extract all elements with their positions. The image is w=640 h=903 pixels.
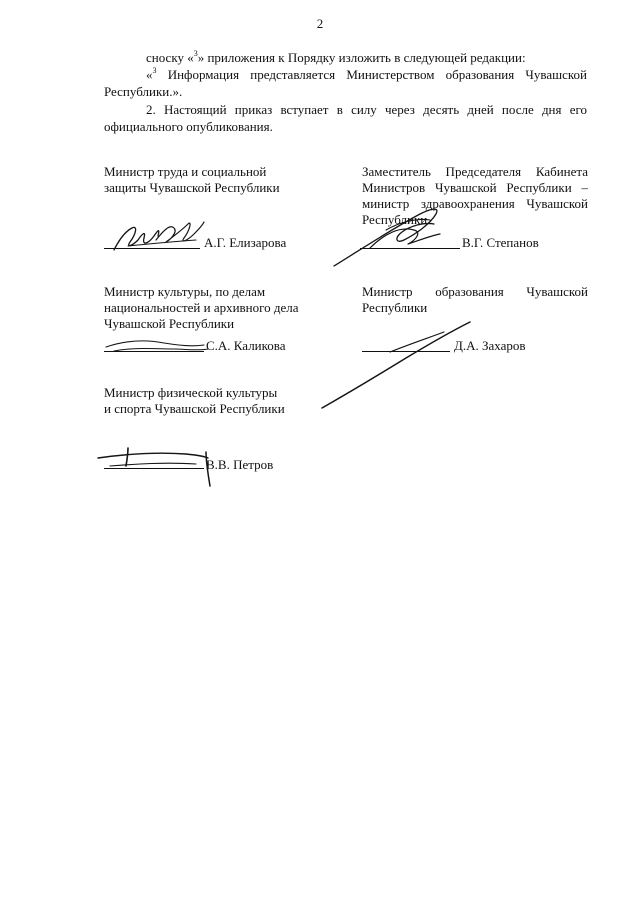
signature-kalikova <box>104 325 214 357</box>
signatory-name-elizarova: А.Г. Елизарова <box>204 235 287 250</box>
paragraph-footnote-text: «$^3$ Информация представляется Министерством образования Чувашской Республики.». <box>104 65 587 99</box>
signatory-name-petrov: В.В. Петров <box>206 457 274 472</box>
signature-stepanov <box>330 200 470 270</box>
signature-petrov <box>96 440 216 490</box>
signatory-title-education: Министр образования Чувашской Республики <box>362 284 588 315</box>
signatory-title-health: Заместитель Председателя Кабинета Министров Чувашской Республики – министр здравоохранения Чувашской Республики <box>362 164 588 227</box>
paragraph-effective-date: 2. Настоящий приказ вступает в силу через десять дней после дня его официального опубликования. <box>104 102 587 134</box>
signatory-title-sport: Министр физической культуры и спорта Чувашской Республики <box>104 385 285 416</box>
signatory-name-kalikova: С.А. Каликова <box>206 338 286 353</box>
footnote-marker: 3 <box>193 48 198 58</box>
signatory-name-stepanov: В.Г. Степанов <box>462 235 539 250</box>
footnote-marker: 3 <box>152 65 157 75</box>
signatory-title-labor: Министр труда и социальной защиты Чувашской Республики <box>104 164 280 195</box>
page-number: 2 <box>316 16 324 31</box>
signatory-name-zakharov: Д.А. Захаров <box>454 338 526 353</box>
signature-zakharov <box>320 318 480 410</box>
signatory-title-culture: Министр культуры, по делам национальностей и архивного дела Чувашской Республики <box>104 284 299 331</box>
paragraph-footnote-intro: сноску «$^3$» приложения к Порядку изложить в следующей редакции: <box>146 48 526 65</box>
signature-elizarova <box>108 218 208 254</box>
